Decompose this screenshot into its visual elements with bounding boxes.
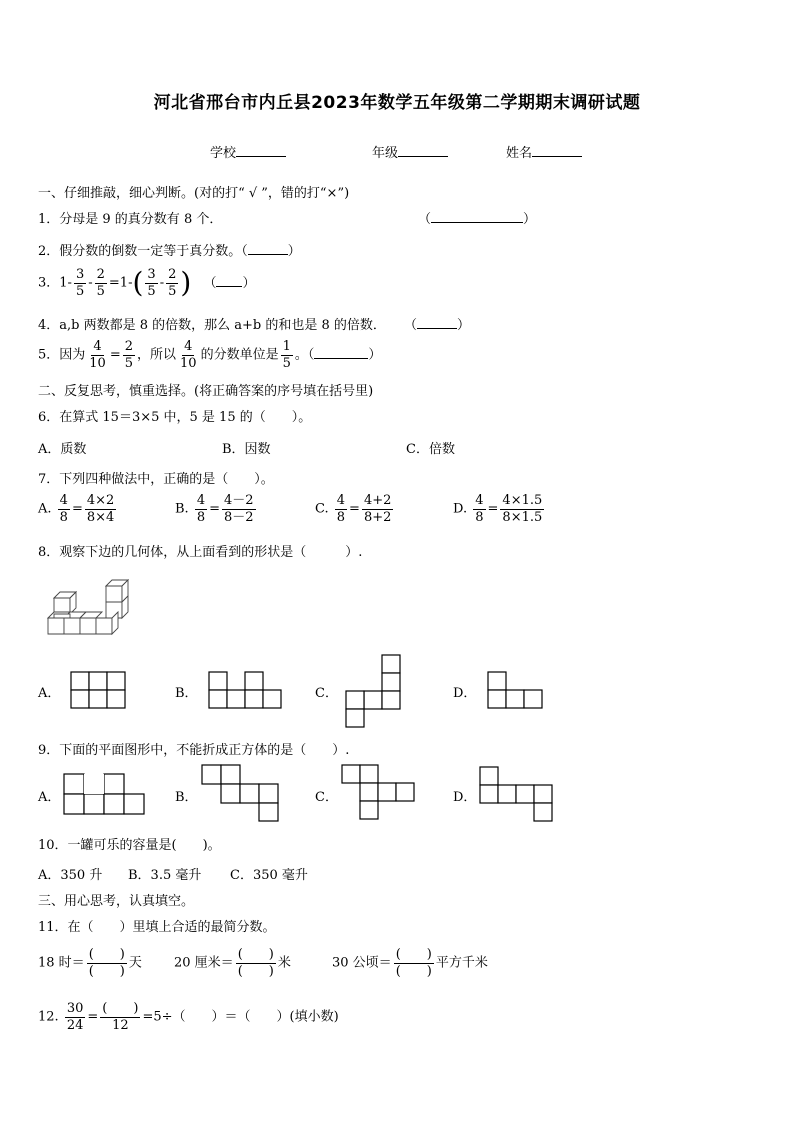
- question-9-option-a-figure[interactable]: [63, 773, 145, 815]
- question-7-option-d[interactable]: D. $\frac{4}{8}$ = $\frac{4\times 1.5}{8\times 1.5}$: [453, 493, 543, 525]
- question-10-option-c[interactable]: C．350 毫升: [230, 868, 308, 883]
- section-3-heading: 三、用心思考，认真填空。: [38, 894, 195, 909]
- question-10-option-b[interactable]: B．3.5 毫升: [128, 868, 202, 883]
- question-3-answer[interactable]: （ ）: [203, 275, 256, 291]
- question-6-option-c[interactable]: C．倍数: [406, 442, 455, 457]
- question-6-option-a[interactable]: A．质数: [38, 442, 87, 457]
- question-7-option-b[interactable]: B. $\frac{4}{8}$ = $\frac{4-2}{8-2}$: [175, 493, 254, 525]
- question-7-option-a[interactable]: A. $\frac{4}{8}$ = $\frac{4\times 2}{8\times 4}$: [38, 493, 115, 525]
- section-2-heading: 二、反复思考，慎重选择。(将正确答案的序号填在括号里): [38, 384, 374, 399]
- question-8-option-b-figure[interactable]: [208, 671, 282, 709]
- question-9-option-b-label[interactable]: B．: [175, 790, 198, 805]
- question-6-option-b[interactable]: B．因数: [222, 442, 271, 457]
- question-7: 7．下列四种做法中，正确的是（ ）。: [38, 472, 274, 487]
- question-4: 4．a,b 两数都是 8 的倍数，那么 a+b 的和也是 8 的倍数．: [38, 318, 386, 333]
- question-10-option-a[interactable]: A．350 升: [38, 868, 103, 883]
- question-11-item-3[interactable]: 30 公顷＝ $\frac{( )}{( )}$ 平方千米: [332, 947, 488, 979]
- question-8-option-a-label[interactable]: A．: [38, 686, 61, 701]
- question-9-option-d-label[interactable]: D．: [453, 790, 477, 805]
- question-8-option-d-label[interactable]: D．: [453, 686, 477, 701]
- question-8-option-a-figure[interactable]: [70, 671, 126, 709]
- question-11-item-1[interactable]: 18 时＝ $\frac{( )}{( )}$ 天: [38, 947, 142, 979]
- question-4-answer[interactable]: （ ）: [404, 318, 471, 333]
- question-9-option-c-figure[interactable]: [341, 764, 415, 822]
- question-6: 6．在算式 15＝3×5 中，5 是 15 的（ ）。: [38, 410, 312, 425]
- question-8-option-b-label[interactable]: B．: [175, 686, 198, 701]
- grade-label: 年级: [372, 146, 399, 161]
- question-8-option-c-label[interactable]: C．: [315, 686, 338, 701]
- question-5: 5．因为 $\frac{4}{10}$ = $\frac{2}{5}$ ，所以 $\frac{4}{10}$ 的分数单位是 $\frac{1}{5}$ 。（ ）: [38, 339, 382, 371]
- question-7-option-c[interactable]: C. $\frac{4}{8}$ = $\frac{4+2}{8+2}$: [315, 493, 392, 525]
- question-1: 1．分母是 9 的真分数有 8 个．: [38, 212, 223, 227]
- name-field[interactable]: [506, 142, 582, 161]
- page-title: 河北省邢台市内丘县2023年数学五年级第二学期期末调研试题: [153, 93, 641, 113]
- question-9-option-a-label[interactable]: A．: [38, 790, 61, 805]
- school-field[interactable]: [210, 142, 286, 161]
- question-11: 11．在（ ）里填上合适的最简分数。: [38, 920, 276, 935]
- question-3: 3．1- $\frac{3}{5}$ - $\frac{2}{5}$ =1-( $\frac{3}{5}$ - $\frac{2}{5}$ ) （ ）: [38, 266, 256, 300]
- name-label: 姓名: [506, 146, 533, 161]
- question-9-option-c-label[interactable]: C．: [315, 790, 338, 805]
- question-8-option-d-figure[interactable]: [487, 671, 543, 709]
- section-1-heading: 一、仔细推敲，细心判断。(对的打“ √ ”，错的打“×”): [38, 186, 350, 201]
- school-label: 学校: [210, 146, 237, 161]
- question-8-option-c-figure[interactable]: [345, 654, 401, 728]
- question-2: 2．假分数的倒数一定等于真分数。（ ）: [38, 244, 301, 259]
- question-10: 10．一罐可乐的容量是( )。: [38, 838, 221, 853]
- question-9: 9．下面的平面图形中，不能折成正方体的是（ ）.: [38, 743, 350, 758]
- question-9-option-b-figure[interactable]: [201, 764, 279, 822]
- cube-solid-figure: [44, 578, 136, 640]
- question-12[interactable]: 12. $\frac{30}{24}$ = $\frac{( )}{12}$ =5÷（ ）＝（ ）(填小数): [38, 1001, 339, 1033]
- grade-field[interactable]: [372, 142, 448, 161]
- question-9-option-d-figure[interactable]: [479, 766, 555, 822]
- question-1-answer[interactable]: （ ）: [418, 212, 537, 227]
- question-8: 8．观察下边的几何体，从上面看到的形状是（ ）.: [38, 545, 363, 560]
- question-5-answer[interactable]: [314, 358, 368, 359]
- question-2-answer[interactable]: [248, 254, 288, 255]
- question-11-item-2[interactable]: 20 厘米＝ $\frac{( )}{( )}$ 米: [174, 947, 291, 979]
